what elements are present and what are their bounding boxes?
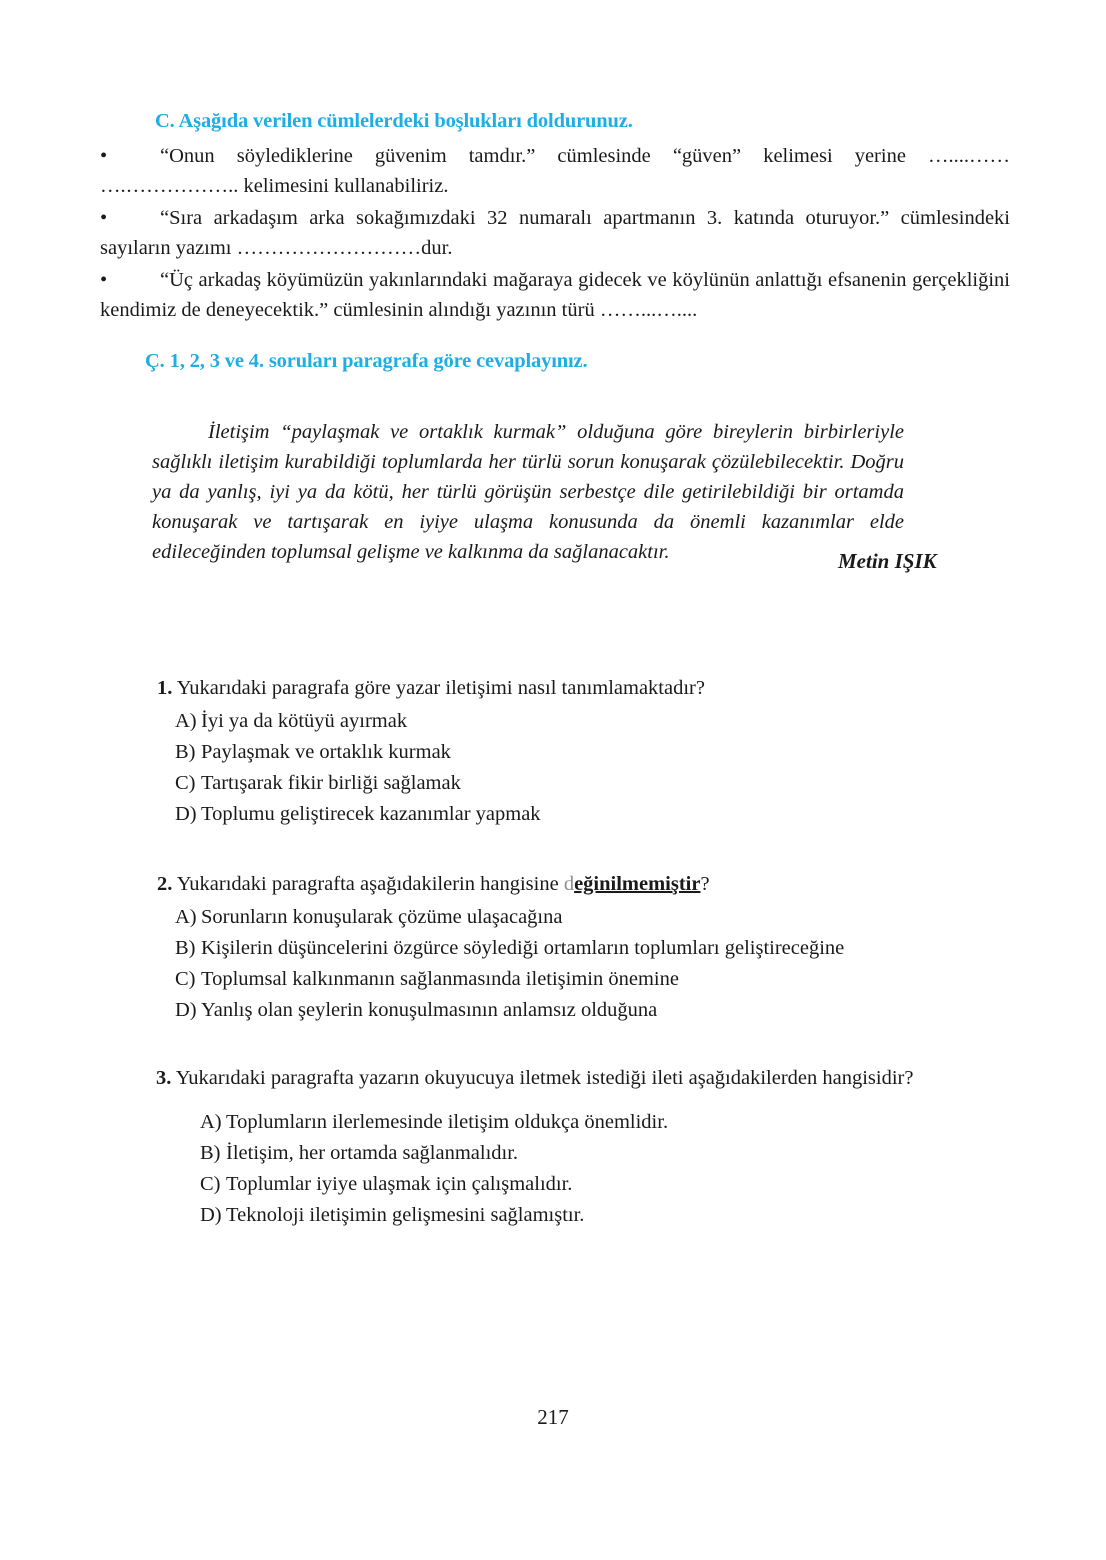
question-3-stem [100,1063,1010,1093]
bullet-icon: • [100,145,108,167]
option-b[interactable] [175,933,987,964]
list-item [100,203,1010,263]
option-d-label: D) [175,803,197,825]
option-a-label: A) [200,1111,222,1133]
option-c-text: Toplumlar iyiye ulaşmak için çalışmalıdır. [226,1173,573,1195]
option-d-text: Toplumu geliştirecek kazanımlar yapmak [201,803,541,825]
option-b-label: B) [175,741,196,763]
option-b-text: Paylaşmak ve ortaklık kurmak [201,741,451,763]
option-a[interactable] [200,1107,1010,1138]
option-d-text: Yanlış olan şeylerin konuşulmasının anlamsız olduğuna [201,999,658,1021]
option-b-label: B) [200,1142,221,1164]
option-c-label: C) [175,772,196,794]
page-number: 217 [537,1405,569,1429]
section-heading-c-cedilla: Ç. 1, 2, 3 ve 4. soruları paragrafa göre cevaplayınız. [145,350,588,372]
question-3 [100,1063,1010,1231]
option-c-label: C) [175,968,196,990]
option-d-text: Teknoloji iletişimin gelişmesini sağlamıştır. [226,1204,585,1226]
option-c[interactable] [175,768,957,799]
option-c-text: Tartışarak fikir birliği sağlamak [201,772,461,794]
list-item-text: “Sıra arkadaşım arka sokağımızdaki 32 numaralı apartmanın 3. katında oturuyor.” cümlesindeki sayıların yazımı ………………………dur. [100,207,1010,259]
option-a[interactable] [175,902,987,933]
list-item [100,141,1010,201]
question-2-emphasis: eğinilmemiştir [574,873,701,895]
question-2-number: 2. [157,873,173,895]
question-3-text: Yukarıdaki paragrafta yazarın okuyucuya iletmek istediği ileti aşağıdakilerden hangisidir? [175,1067,914,1089]
passage-text: İletişim “paylaşmak ve ortaklık kurmak” olduğuna göre bireylerin birbirleriyle sağlıklı iletişim kurabildiği toplumlarda her türlü sorun konuşarak çözülebilecektir. Doğru ya da yanlış, iyi ya da kötü, her türlü görüşün serbestçe dile getirilebildiği bir ortamda konuşarak ve tartışarak en iyiye ulaşma konusunda da önemli kazanımlar elde edileceğinden toplumsal gelişme ve kalkınma da sağlanacaktır. [152,421,904,563]
question-2 [157,869,987,1026]
bullet-icon: • [100,207,108,229]
option-a-text: Toplumların ilerlemesinde iletişim oldukça önemlidir. [226,1111,669,1133]
question-2-stem [157,869,987,899]
question-2-light-letter: d [563,873,575,895]
option-a-text: Sorunların konuşularak çözüme ulaşacağına [201,906,563,928]
question-1-stem [157,673,957,703]
option-d[interactable] [175,799,957,830]
reading-passage [152,417,904,567]
question-1-text: Yukarıdaki paragrafa göre yazar iletişimi nasıl tanımlamaktadır? [176,677,705,699]
option-d[interactable] [200,1200,1010,1231]
section-heading-c: C. Aşağıda verilen cümlelerdeki boşlukları doldurunuz. [155,110,633,132]
list-item [100,265,1010,325]
question-2-text-before: Yukarıdaki paragrafta aşağıdakilerin hangisine [176,873,564,895]
option-d-label: D) [175,999,197,1021]
option-a-label: A) [175,906,197,928]
option-c[interactable] [200,1169,1010,1200]
option-a[interactable] [175,706,957,737]
question-3-options [100,1107,1010,1231]
question-2-options [157,902,987,1026]
list-item-text: “Onun söylediklerine güvenim tamdır.” cümlesinde “güven” kelimesi yerine …....…… ….…………….. kelimesini kullanabiliriz. [100,145,1010,197]
list-item-text: “Üç arkadaş köyümüzün yakınlarındaki mağaraya gidecek ve köylünün anlattığı efsanenin gerçekliğini kendimiz de deneyecektik.” cümlesinin alındığı yazının türü ……...….... [100,269,1010,321]
question-1-number: 1. [157,677,173,699]
option-d[interactable] [175,995,987,1026]
question-3-number: 3. [156,1067,172,1089]
question-1 [157,673,957,830]
option-c-label: C) [200,1173,221,1195]
bullet-icon: • [100,269,108,291]
fill-in-blanks-list [100,141,1010,325]
option-a-label: A) [175,710,197,732]
option-b-label: B) [175,937,196,959]
question-2-text-after: ? [700,873,710,895]
passage-attribution: Metin IŞIK [838,549,937,573]
option-c-text: Toplumsal kalkınmanın sağlanmasında iletişimin önemine [201,968,679,990]
option-b[interactable] [200,1138,1010,1169]
option-a-text: İyi ya da kötüyü ayırmak [201,710,408,732]
option-c[interactable] [175,964,987,995]
option-d-label: D) [200,1204,222,1226]
option-b-text: Kişilerin düşüncelerini özgürce söylediği ortamların toplumları geliştireceğine [201,937,845,959]
option-b[interactable] [175,737,957,768]
option-b-text: İletişim, her ortamda sağlanmalıdır. [226,1142,519,1164]
question-1-options [157,706,957,830]
